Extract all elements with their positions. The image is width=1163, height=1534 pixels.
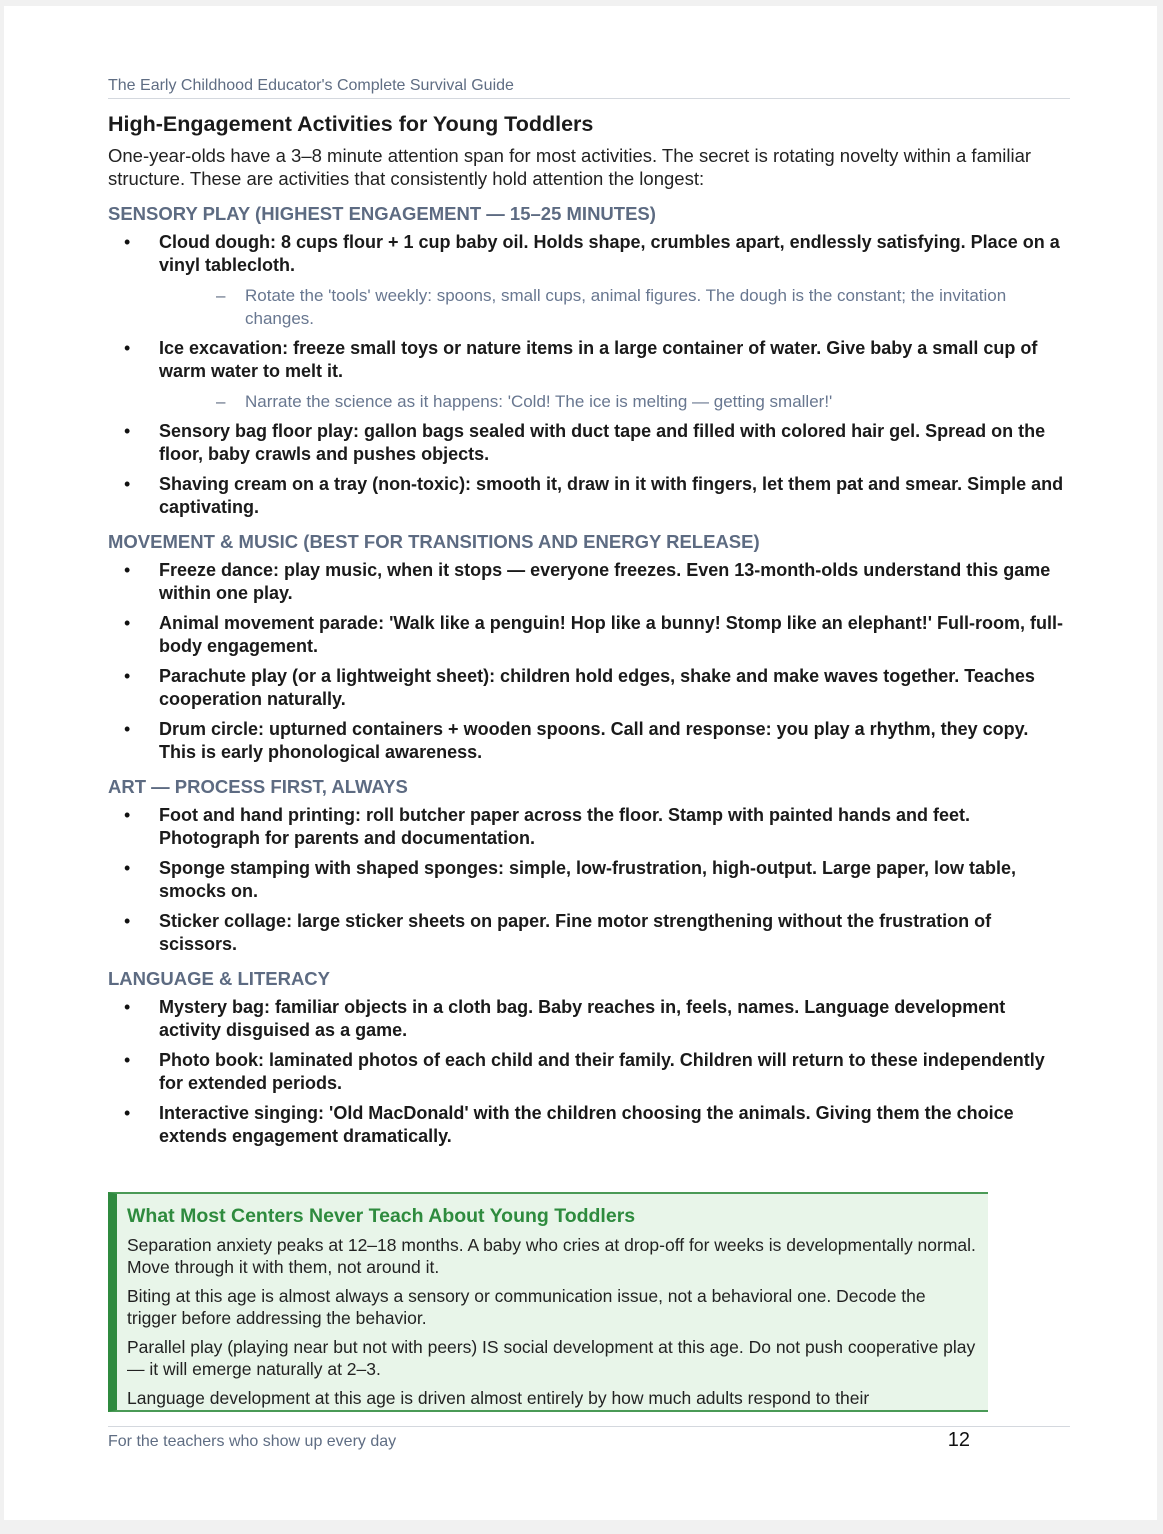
page-content bbox=[108, 112, 1070, 1159]
bullet-icon: • bbox=[124, 338, 131, 358]
footer-divider bbox=[108, 1426, 1070, 1427]
list-item bbox=[108, 996, 1070, 1042]
footer-tagline: For the teachers who show up every day bbox=[108, 1433, 397, 1450]
callout-paragraph: Separation anxiety peaks at 12–18 months. A baby who cries at drop-off for weeks is developmentally normal. Move through it with them, not around it. bbox=[127, 1235, 976, 1277]
list-item bbox=[108, 1102, 1070, 1148]
bullet-icon: • bbox=[124, 1103, 131, 1123]
running-head: The Early Childhood Educator's Complete Survival Guide bbox=[108, 76, 1070, 99]
section-heading-sensory-play: SENSORY PLAY (HIGHEST ENGAGEMENT — 15–25 MINUTES) bbox=[108, 203, 656, 224]
bullet-icon: • bbox=[124, 666, 131, 686]
item-text: Animal movement parade: 'Walk like a penguin! Hop like a bunny! Stomp like an elephant!' Full-room, full-body engagement. bbox=[159, 613, 1064, 656]
section-heading-art: ART — PROCESS FIRST, ALWAYS bbox=[108, 776, 408, 797]
item-text: Freeze dance: play music, when it stops — everyone freezes. Even 13-month-olds understand this game within one play. bbox=[159, 560, 1051, 603]
list-item bbox=[108, 420, 1070, 466]
item-text: Sensory bag floor play: gallon bags sealed with duct tape and filled with colored hair gel. Spread on the floor, baby crawls and pushes objects. bbox=[159, 421, 1046, 464]
bullet-icon: • bbox=[124, 474, 131, 494]
bullet-icon: • bbox=[124, 560, 131, 580]
item-text: Sponge stamping with shaped sponges: simple, low-frustration, high-output. Large paper, low table, smocks on. bbox=[159, 858, 1017, 901]
item-text: Cloud dough: 8 cups flour + 1 cup baby oil. Holds shape, crumbles apart, endlessly satisfying. Place on a vinyl tablecloth. bbox=[159, 232, 1060, 275]
page-title: High-Engagement Activities for Young Toddlers bbox=[108, 112, 594, 136]
list-item bbox=[108, 1049, 1070, 1095]
bullet-icon: • bbox=[124, 805, 131, 825]
list-item bbox=[108, 857, 1070, 903]
callout-title: What Most Centers Never Teach About Young Toddlers bbox=[127, 1205, 636, 1227]
item-text: Shaving cream on a tray (non-toxic): smooth it, draw in it with fingers, let them pat and smear. Simple and captivating. bbox=[159, 474, 1064, 517]
item-text: Ice excavation: freeze small toys or nature items in a large container of water. Give baby a small cup of warm water to melt it. bbox=[159, 338, 1038, 381]
list-item bbox=[108, 804, 1070, 850]
bullet-icon: • bbox=[124, 911, 131, 931]
item-text: Sticker collage: large sticker sheets on paper. Fine motor strengthening without the frustration of scissors. bbox=[159, 911, 992, 954]
bullet-icon: • bbox=[124, 421, 131, 441]
sensory-play-list bbox=[108, 231, 1070, 519]
callout-paragraph: Language development at this age is driven almost entirely by how much adults respond to their bbox=[127, 1388, 870, 1408]
language-literacy-list bbox=[108, 996, 1070, 1148]
callout-box bbox=[108, 1192, 988, 1412]
item-text: Interactive singing: 'Old MacDonald' with the children choosing the animals. Giving them the choice extends engagement dramatically. bbox=[159, 1103, 1014, 1146]
dash-icon: – bbox=[216, 392, 226, 411]
section-heading-movement-music: MOVEMENT & MUSIC (BEST FOR TRANSITIONS AND ENERGY RELEASE) bbox=[108, 531, 760, 552]
section-heading-language-literacy: LANGUAGE & LITERACY bbox=[108, 968, 330, 989]
callout-paragraph: Biting at this age is almost always a sensory or communication issue, not a behavioral one. Decode the trigger before addressing the behavior. bbox=[127, 1286, 926, 1328]
dash-icon: – bbox=[216, 286, 226, 305]
art-list bbox=[108, 804, 1070, 956]
item-text: Foot and hand printing: roll butcher paper across the floor. Stamp with painted hands and feet. Photograph for parents and documentation. bbox=[159, 805, 971, 848]
item-text: Drum circle: upturned containers + wooden spoons. Call and response: you play a rhythm, they copy. This is early phonological awareness. bbox=[159, 719, 1029, 762]
bullet-icon: • bbox=[124, 858, 131, 878]
list-item bbox=[108, 665, 1070, 711]
bullet-icon: • bbox=[124, 719, 131, 739]
bullet-icon: • bbox=[124, 997, 131, 1017]
list-item bbox=[108, 612, 1070, 658]
item-text: Photo book: laminated photos of each child and their family. Children will return to these independently for extended periods. bbox=[159, 1050, 1045, 1093]
list-item bbox=[108, 910, 1070, 956]
sub-item-text: Rotate the 'tools' weekly: spoons, small cups, animal figures. The dough is the constant; the invitation changes. bbox=[245, 286, 1007, 328]
list-item bbox=[108, 718, 1070, 764]
callout-paragraph: Parallel play (playing near but not with peers) IS social development at this age. Do not push cooperative play — it will emerge naturally at 2–3. bbox=[127, 1337, 976, 1379]
list-item bbox=[108, 231, 1070, 330]
list-item bbox=[108, 337, 1070, 413]
bullet-icon: • bbox=[124, 1050, 131, 1070]
bullet-icon: • bbox=[124, 232, 131, 252]
sub-item-text: Narrate the science as it happens: 'Cold! The ice is melting — getting smaller!' bbox=[245, 392, 833, 411]
list-item bbox=[108, 559, 1070, 605]
page-number: 12 bbox=[947, 1429, 970, 1451]
movement-music-list bbox=[108, 559, 1070, 764]
intro-paragraph: One-year-olds have a 3–8 minute attention span for most activities. The secret is rotating novelty within a familiar structure. These are activities that consistently hold attention the longest: bbox=[108, 145, 1032, 189]
sub-item bbox=[159, 390, 1070, 413]
document-page bbox=[4, 6, 1157, 1520]
bullet-icon: • bbox=[124, 613, 131, 633]
sub-item bbox=[159, 284, 1070, 330]
item-text: Mystery bag: familiar objects in a cloth bag. Baby reaches in, feels, names. Language development activity disguised as a game. bbox=[159, 997, 1006, 1040]
item-text: Parachute play (or a lightweight sheet): children hold edges, shake and make waves together. Teaches cooperation naturally. bbox=[159, 666, 1035, 709]
list-item bbox=[108, 473, 1070, 519]
